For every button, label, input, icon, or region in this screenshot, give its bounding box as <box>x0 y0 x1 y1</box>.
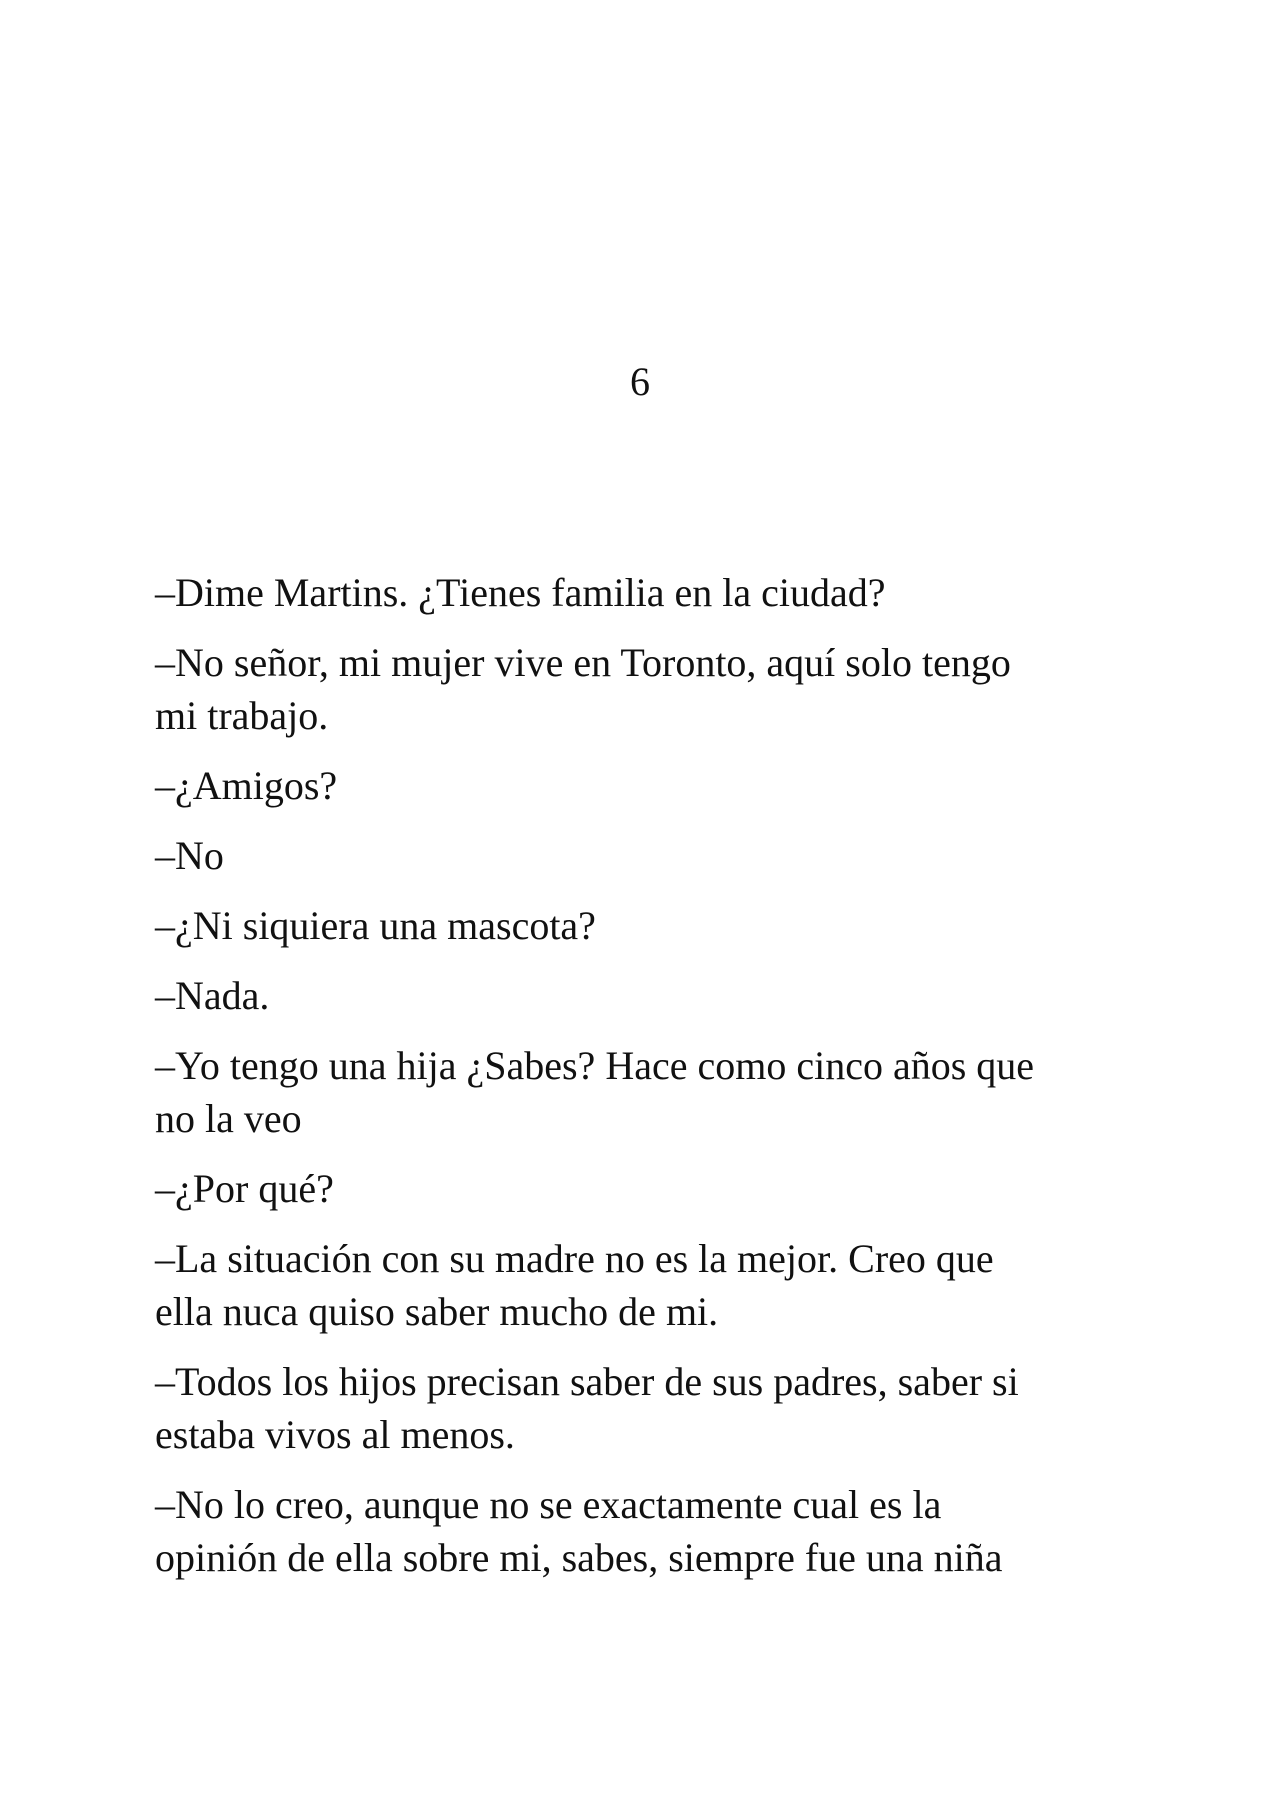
text-line: –Dime Martins. ¿Tienes familia en la ciudad? <box>155 570 886 615</box>
paragraph <box>155 969 1115 1022</box>
text-line: –¿Amigos? <box>155 763 338 808</box>
text-line: no la veo <box>155 1096 302 1141</box>
text-line: –¿Ni siquiera una mascota? <box>155 903 596 948</box>
paragraph <box>155 1162 1115 1215</box>
text-line: opinión de ella sobre mi, sabes, siempre fue una niña <box>155 1535 1003 1580</box>
text-line: –No señor, mi mujer vive en Toronto, aquí solo tengo <box>155 640 1011 685</box>
text-line: –No <box>155 833 224 878</box>
paragraph <box>155 1355 1115 1461</box>
text-line: –La situación con su madre no es la mejor. Creo que <box>155 1236 994 1281</box>
text-line: –Todos los hijos precisan saber de sus padres, saber si <box>155 1359 1019 1404</box>
text-line: ella nuca quiso saber mucho de mi. <box>155 1289 719 1334</box>
paragraph <box>155 1478 1115 1584</box>
text-line: –¿Por qué? <box>155 1166 334 1211</box>
text-line: –Nada. <box>155 973 270 1018</box>
paragraph <box>155 899 1115 952</box>
dialogue-text <box>155 566 1115 1601</box>
paragraph <box>155 759 1115 812</box>
paragraph <box>155 1039 1115 1145</box>
paragraph <box>155 636 1115 742</box>
chapter-number: 6 <box>630 359 650 404</box>
text-line: –No lo creo, aunque no se exactamente cual es la <box>155 1482 942 1527</box>
text-line: estaba vivos al menos. <box>155 1412 515 1457</box>
text-line: –Yo tengo una hija ¿Sabes? Hace como cinco años que <box>155 1043 1035 1088</box>
paragraph <box>155 566 1115 619</box>
paragraph <box>155 829 1115 882</box>
paragraph <box>155 1232 1115 1338</box>
text-line: mi trabajo. <box>155 693 329 738</box>
